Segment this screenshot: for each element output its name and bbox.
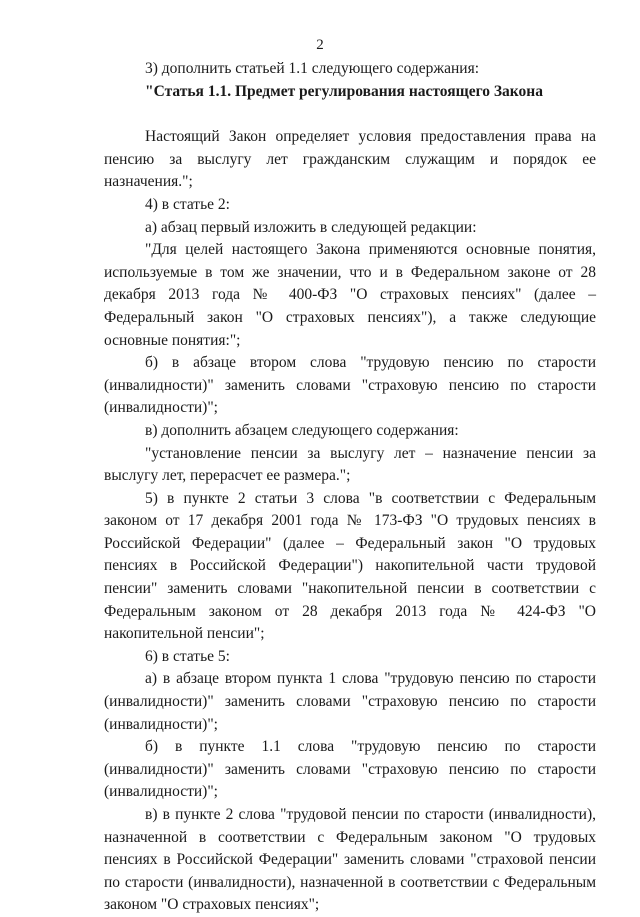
paragraph-article-text: Настоящий Закон определяет условия предоставления права на пенсию за выслугу лет гражданским служащим и порядок ее назначения."; — [104, 128, 596, 191]
paragraph-amendment-4: 4) в статье 2: — [145, 195, 230, 213]
paragraph-amendment-3: 3) дополнить статьей 1.1 следующего содержания: — [145, 60, 479, 77]
paragraph-item-v: в) дополнить абзацем следующего содержания: — [145, 421, 459, 439]
spacer — [104, 103, 596, 126]
page-number: 2 — [316, 37, 324, 53]
document-body — [104, 58, 596, 917]
paragraph-amendment-6: 6) в статье 5: — [145, 647, 230, 665]
paragraph-item-a-2: а) в абзаце втором пункта 1 слова "трудовую пенсию по старости (инвалидности)" заменить словами "страховую пенсию по старости (инвалидности)"; — [104, 670, 596, 733]
paragraph-item-a: а) абзац первый изложить в следующей редакции: — [145, 218, 477, 236]
paragraph-item-b: б) в абзаце втором слова "трудовую пенсию по старости (инвалидности)" заменить словами "страховую пенсию по старости (инвалидности)"; — [104, 354, 596, 417]
paragraph-item-v-2: в) в пункте 2 слова "трудовой пенсии по старости (инвалидности), назначенной в соответствии с Федеральным законом "О трудовых пенсиях в Российской Федерации" заменить словами "страховой пенсии по старости (инвалидности), назначенной в соответствии с Федеральным законом "О страховых пенсиях"; — [104, 806, 596, 914]
paragraph-amendment-5: 5) в пункте 2 статьи 3 слова "в соответствии с Федеральным законом от 17 декабря 2001 года № 173-ФЗ "О трудовых пенсиях в Российской Федерации" (далее – Федеральный закон "О трудовых пенсиях в Российской Федерации") накопительной части трудовой пенсии" заменить словами "накопительной пенсии в соответствии с Федеральным законом от 28 декабря 2013 года № 424-ФЗ "О накопительной пенсии"; — [104, 489, 596, 643]
paragraph-definitions: "Для целей настоящего Закона применяются основные понятия, используемые в том же значении, что и в Федеральном законе от 28 декабря 2013 года № 400-ФЗ "О страховых пенсиях" (далее – Федеральный закон "О страховых пенсиях"), а также следующие основные понятия:"; — [104, 241, 596, 349]
article-heading: "Статья 1.1. Предмет регулирования настоящего Закона — [145, 82, 543, 100]
paragraph-new-clause: "установление пенсии за выслугу лет – назначение пенсии за выслугу лет, перерасчет ее размера."; — [104, 444, 596, 485]
paragraph-item-b-2: б) в пункте 1.1 слова "трудовую пенсию по старости (инвалидности)" заменить словами "страховую пенсию по старости (инвалидности)"; — [104, 738, 596, 801]
